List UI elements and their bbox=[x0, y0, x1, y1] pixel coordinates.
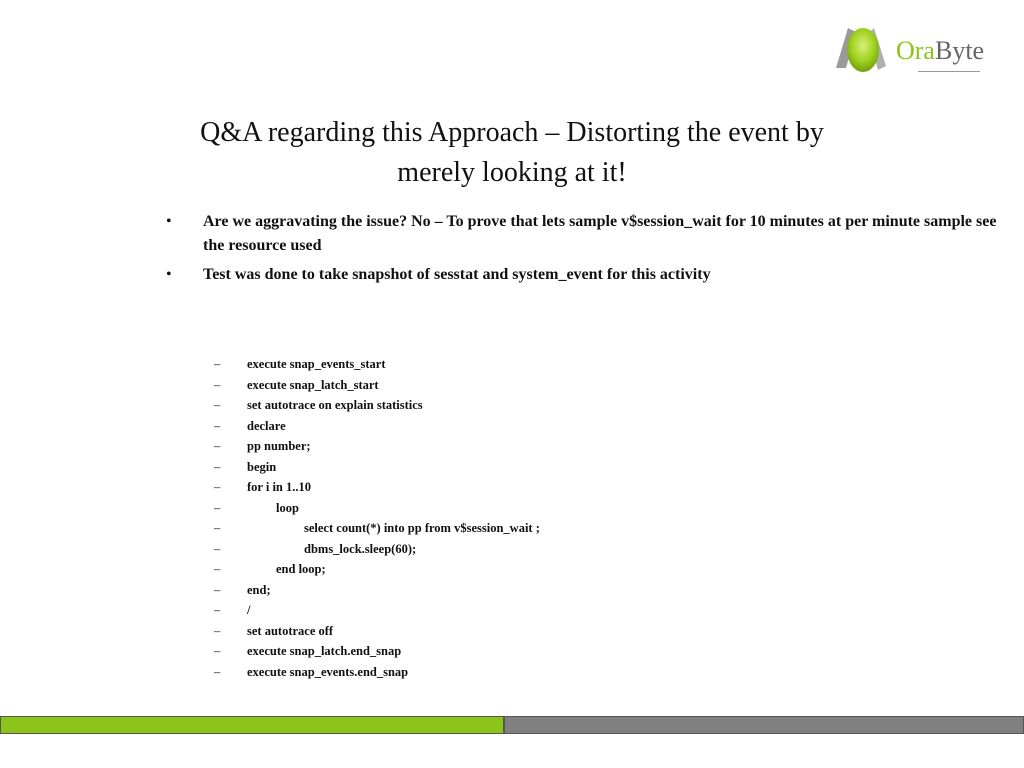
dash-marker: – bbox=[214, 541, 221, 556]
dash-marker: – bbox=[214, 398, 221, 412]
footer-gray-segment bbox=[504, 716, 1024, 734]
code-line bbox=[214, 559, 914, 580]
dash-marker: – bbox=[214, 664, 221, 679]
dash-marker: – bbox=[214, 459, 221, 474]
bullet-list bbox=[150, 210, 1010, 292]
dash-marker: – bbox=[214, 623, 221, 638]
code-text: end loop; bbox=[276, 562, 326, 576]
green-ellipse-logo-icon bbox=[834, 24, 904, 80]
code-text: execute snap_latch_start bbox=[247, 377, 379, 392]
code-line bbox=[214, 457, 914, 478]
code-text: set autotrace on explain statistics bbox=[247, 398, 423, 412]
slide-title bbox=[112, 113, 912, 193]
code-line bbox=[214, 354, 914, 375]
code-text: execute snap_events_start bbox=[247, 357, 386, 371]
code-text: loop bbox=[276, 500, 299, 515]
bullet-item bbox=[150, 263, 1010, 287]
footer-bar bbox=[0, 716, 1024, 734]
code-line bbox=[214, 539, 914, 560]
code-line bbox=[214, 375, 914, 396]
code-text: execute snap_events.end_snap bbox=[247, 664, 409, 679]
logo-underline bbox=[918, 71, 980, 72]
dash-marker: – bbox=[214, 439, 221, 453]
bullet-marker: • bbox=[166, 266, 172, 283]
code-text: execute snap_latch.end_snap bbox=[247, 644, 402, 658]
logo-wordmark-ora: Ora bbox=[896, 36, 935, 65]
code-line bbox=[214, 436, 914, 457]
bullet-text: Test was done to take snapshot of sesstat and system_event for this activity bbox=[203, 266, 711, 283]
code-text: set autotrace off bbox=[247, 623, 334, 638]
dash-marker: – bbox=[214, 582, 221, 597]
code-text: declare bbox=[247, 418, 286, 433]
logo-wordmark bbox=[896, 36, 984, 66]
code-line bbox=[214, 662, 914, 683]
slide-title-line-1: Q&A regarding this Approach – Distorting the event by bbox=[200, 117, 824, 148]
dash-marker: – bbox=[214, 562, 221, 576]
code-line bbox=[214, 518, 914, 539]
dash-marker: – bbox=[214, 521, 221, 535]
code-text: select count(*) into pp from v$session_wait ; bbox=[304, 521, 540, 535]
dash-marker: – bbox=[214, 644, 221, 658]
code-line bbox=[214, 621, 914, 642]
code-line bbox=[214, 600, 914, 621]
code-text: begin bbox=[247, 459, 277, 474]
dash-marker: – bbox=[214, 500, 221, 515]
dash-marker: – bbox=[214, 357, 221, 371]
code-text: pp number; bbox=[247, 439, 311, 453]
code-text: / bbox=[247, 603, 251, 617]
code-line bbox=[214, 477, 914, 498]
code-line bbox=[214, 416, 914, 437]
logo-wordmark-byte: Byte bbox=[934, 36, 985, 65]
orabyte-logo bbox=[834, 24, 1010, 80]
code-text: end; bbox=[247, 582, 271, 597]
dash-marker: – bbox=[214, 603, 221, 617]
dash-marker: – bbox=[214, 418, 221, 433]
footer-green-segment bbox=[0, 716, 504, 734]
code-line bbox=[214, 395, 914, 416]
dash-marker: – bbox=[214, 480, 221, 494]
code-text: for i in 1..10 bbox=[247, 480, 312, 494]
bullet-text: Are we aggravating the issue? No – To prove that lets sample v$session_wait for 10 minutes at per minute sample see the resource used bbox=[203, 213, 997, 254]
bullet-marker: • bbox=[166, 213, 172, 230]
dash-marker: – bbox=[214, 377, 221, 392]
bullet-item bbox=[150, 210, 1010, 258]
code-text: dbms_lock.sleep(60); bbox=[304, 541, 417, 556]
code-listing bbox=[214, 354, 914, 682]
code-line bbox=[214, 498, 914, 519]
code-line bbox=[214, 641, 914, 662]
code-line bbox=[214, 580, 914, 601]
slide-title-line-2: merely looking at it! bbox=[397, 157, 627, 188]
